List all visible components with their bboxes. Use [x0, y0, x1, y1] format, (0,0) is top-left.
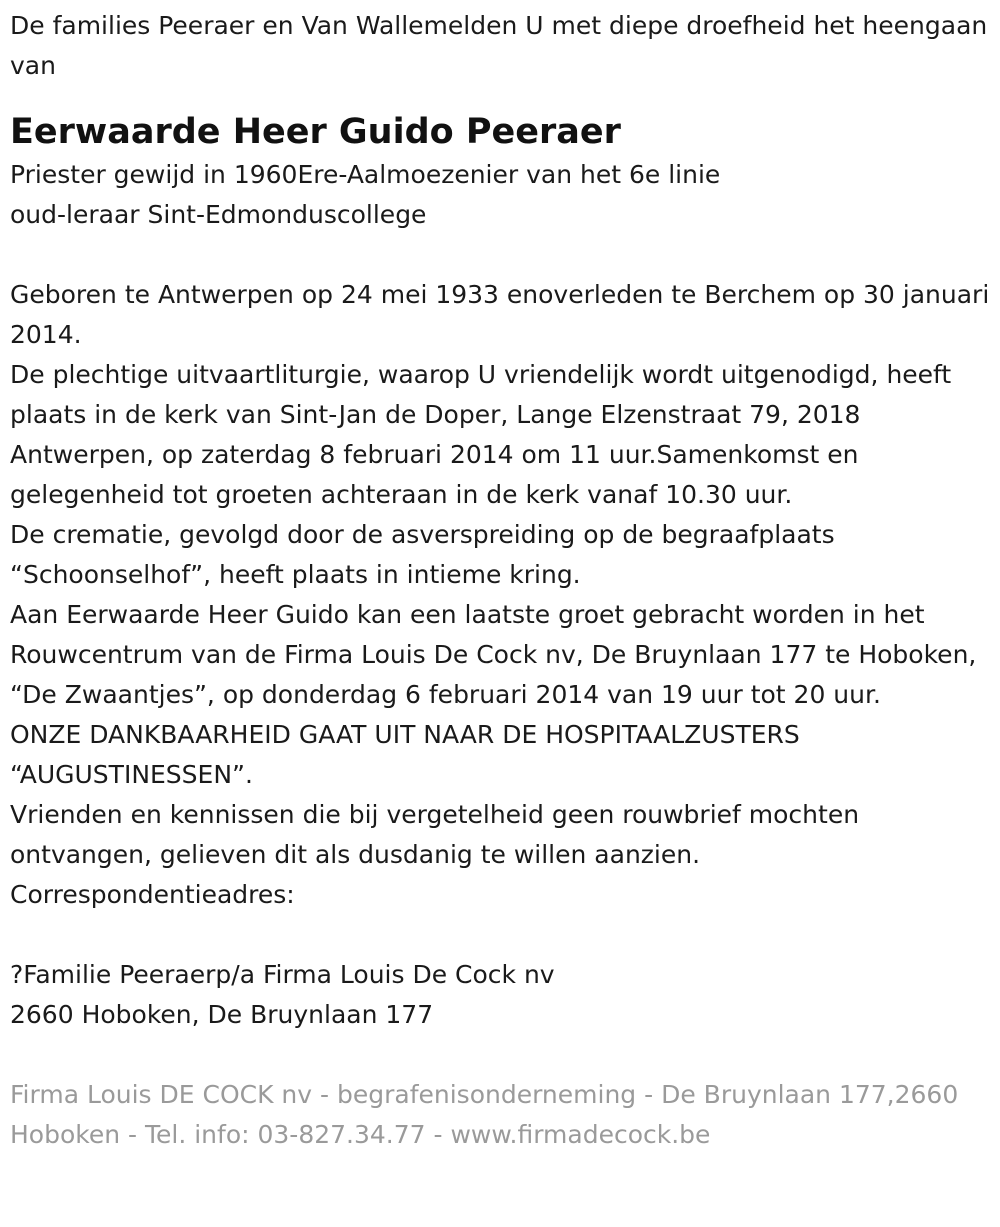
- thanks-paragraph: ONZE DANKBAARHEID GAAT UIT NAAR DE HOSPITAALZUSTERS “AUGUSTINESSEN”.: [10, 720, 800, 789]
- funeral-paragraph: De plechtige uitvaartliturgie, waarop U vriendelijk wordt uitgenodigd, heeft plaats in de kerk van Sint-Jan de Doper, Lange Elzenstraat 79, 2018 Antwerpen, op zaterdag 8 februari 2014 om 11 uur.Samenkomst en gelegenheid tot groeten achteraan in de kerk vanaf 10.30 uur.: [10, 360, 952, 509]
- subtitle-line-1: Priester gewijd in 1960Ere-Aalmoezenier van het 6e linie: [10, 160, 721, 189]
- intro-text: De families Peeraer en Van Wallemelden U met diepe droefheid het heengaan van: [10, 11, 988, 80]
- cremation-paragraph: De crematie, gevolgd door de asverspreiding op de begraafplaats “Schoonselhof”, heeft plaats in intieme kring.: [10, 520, 835, 589]
- subtitle-line-2: oud-leraar Sint-Edmonduscollege: [10, 200, 427, 229]
- address-line-2: 2660 Hoboken, De Bruynlaan 177: [10, 1000, 434, 1029]
- address-line-1: ?Familie Peeraerp/a Firma Louis De Cock nv: [10, 960, 555, 989]
- farewell-paragraph: Aan Eerwaarde Heer Guido kan een laatste groet gebracht worden in het Rouwcentrum van de Firma Louis De Cock nv, De Bruynlaan 177 te Hoboken, “De Zwaantjes”, op donderdag 6 februari 2014 van 19 uur tot 20 uur.: [10, 600, 977, 709]
- obituary-body: [10, 275, 990, 915]
- correspondence-address: [10, 955, 990, 1035]
- birth-death-paragraph: Geboren te Antwerpen op 24 mei 1933 enoverleden te Berchem op 30 januari 2014.: [10, 280, 990, 349]
- deceased-name: Eerwaarde Heer Guido Peeraer: [10, 112, 621, 152]
- correspondence-label: Correspondentieadres:: [10, 880, 295, 909]
- deceased-subtitle: [10, 155, 990, 235]
- funeral-home-footer: Firma Louis DE COCK nv - begrafenisonderneming - De Bruynlaan 177,2660 Hoboken - Tel. info: 03-827.34.77 - www.firmadecock.be: [10, 1080, 959, 1149]
- notice-paragraph: Vrienden en kennissen die bij vergetelheid geen rouwbrief mochten ontvangen, gelieven dit als dusdanig te willen aanzien.: [10, 800, 860, 869]
